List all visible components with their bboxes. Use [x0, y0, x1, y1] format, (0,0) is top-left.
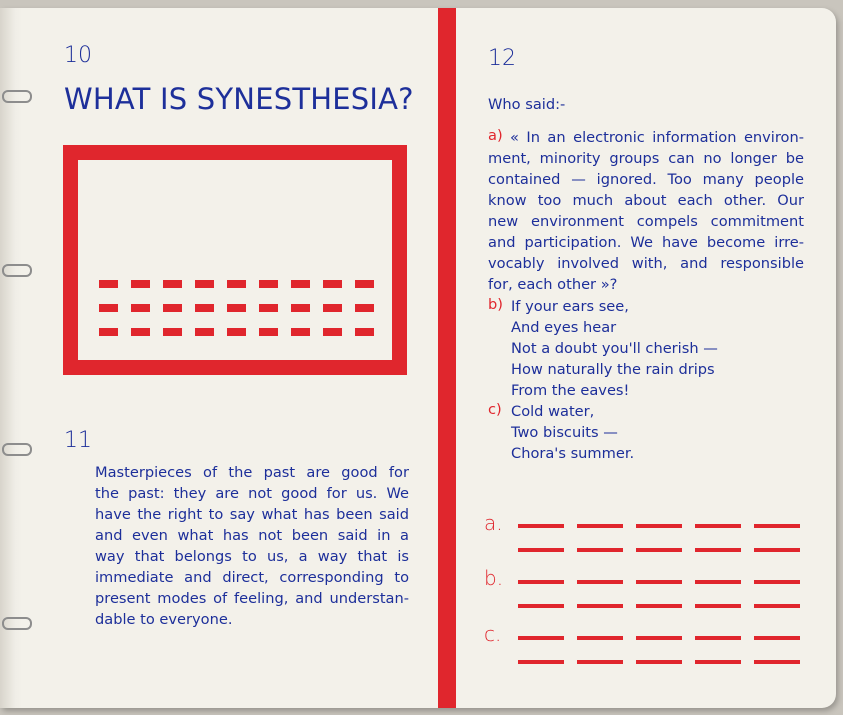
quote-line: contained — ignored. Too many people — [488, 171, 804, 188]
quote-line: vocably involved with, and responsible — [488, 255, 804, 272]
page-edge — [0, 8, 22, 708]
synesthesia-illustration-frame — [63, 145, 407, 375]
quote-line: « In an electronic information environ- — [510, 129, 804, 146]
dash-row — [99, 304, 374, 312]
quote-line: for, each other »? — [488, 276, 618, 293]
binder-ring — [2, 617, 32, 630]
dash-row — [99, 328, 374, 336]
dash-row — [99, 280, 374, 288]
paragraph-line: dable to everyone. — [95, 611, 233, 628]
quote-line: Chora's summer. — [511, 445, 635, 462]
quote-b — [511, 296, 718, 401]
answer-label-c: c. — [484, 622, 502, 646]
answer-blank-line — [518, 524, 800, 528]
paragraph-line: and even what has not been said in a — [95, 527, 409, 544]
quote-line: Not a doubt you'll cherish — — [511, 340, 718, 357]
binder-ring — [2, 443, 32, 456]
page-number-12: 12 — [488, 46, 516, 71]
quote-line: Cold water, — [511, 403, 595, 420]
page-number-11: 11 — [64, 428, 92, 453]
answer-blank-line — [518, 604, 800, 608]
quote-line: new environment compels commitment — [488, 213, 804, 230]
answer-blank-line — [518, 548, 800, 552]
paragraph-line: way that belongs to us, a way that is — [95, 548, 409, 565]
quote-line: know too much about each other. Our — [488, 192, 804, 209]
quote-line: How naturally the rain drips — [511, 361, 715, 378]
page-number-10: 10 — [64, 43, 92, 68]
answer-blank-line — [518, 660, 800, 664]
quote-line: If your ears see, — [511, 298, 629, 315]
answer-label-a: a. — [484, 511, 503, 535]
paragraph-line: present modes of feeling, and understan- — [95, 590, 409, 607]
masterpieces-paragraph — [95, 462, 409, 630]
answer-label-b: b. — [484, 566, 504, 590]
answer-blank-line — [518, 636, 800, 640]
quote-a — [488, 127, 804, 295]
item-label-b: b) — [488, 296, 503, 313]
quote-line: And eyes hear — [511, 319, 617, 336]
who-said-heading: Who said:- — [488, 96, 566, 113]
center-red-bar — [438, 8, 456, 708]
paragraph-line: immediate and direct, corresponding to — [95, 569, 409, 586]
binder-ring — [2, 264, 32, 277]
quote-line: From the eaves! — [511, 382, 630, 399]
answer-blank-line — [518, 580, 800, 584]
page-title: WHAT IS SYNESTHESIA? — [64, 82, 414, 116]
quote-line: Two biscuits — — [511, 424, 618, 441]
item-label-c: c) — [488, 401, 502, 418]
quote-line: and participation. We have become irre- — [488, 234, 804, 251]
binder-ring — [2, 90, 32, 103]
paragraph-line: the past: they are not good for us. We — [95, 485, 409, 502]
quote-c — [511, 401, 634, 464]
item-label-a: a) — [488, 127, 503, 144]
paragraph-line: Masterpieces of the past are good for — [95, 464, 409, 481]
quote-line: ment, minority groups can no longer be — [488, 150, 804, 167]
paragraph-line: have the right to say what has been said — [95, 506, 409, 523]
